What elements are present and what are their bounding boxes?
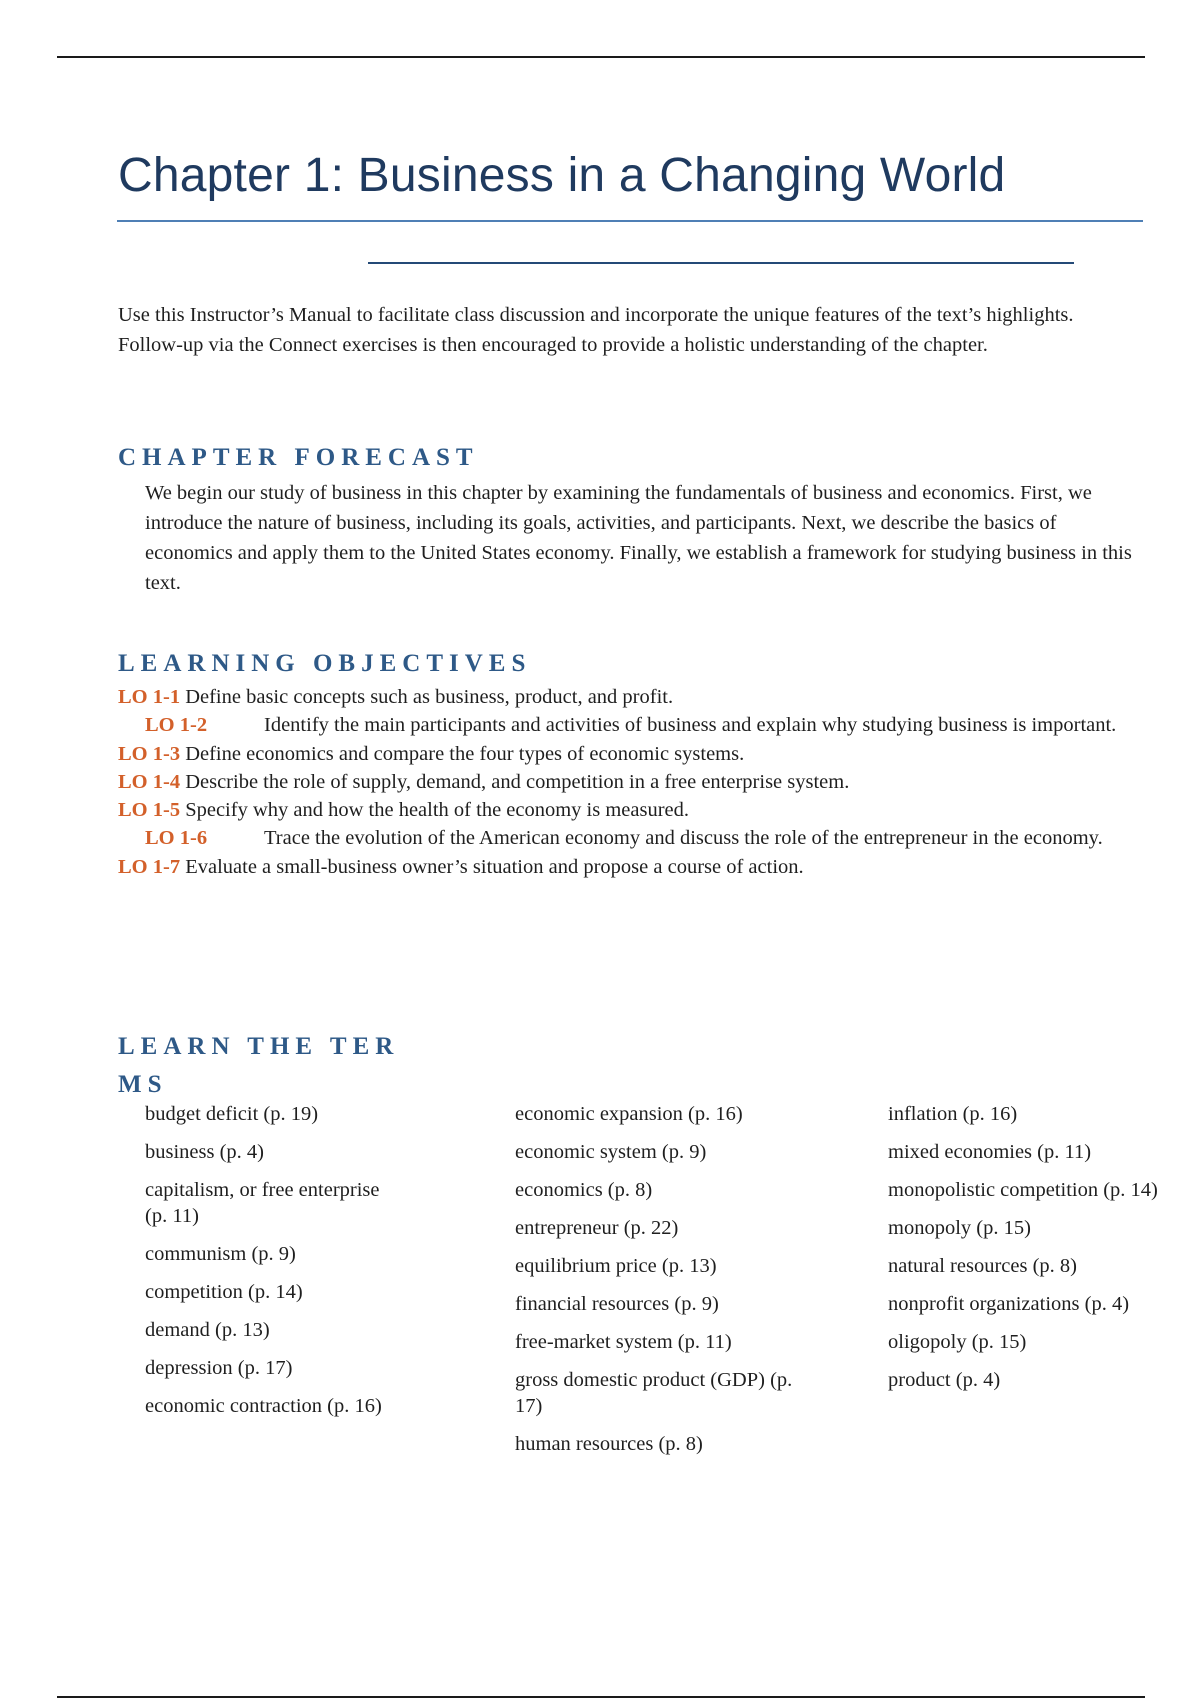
term-item: monopoly (p. 15) (888, 1217, 1031, 1239)
objective-text: Identify the main participants and activities of business and explain why studying business is important. (264, 714, 1117, 736)
term-item: economic expansion (p. 16) (515, 1103, 743, 1125)
term-item: competition (p. 14) (145, 1281, 303, 1303)
term-item: nonprofit organizations (p. 4) (888, 1293, 1130, 1315)
term-item: oligopoly (p. 15) (888, 1331, 1027, 1353)
objective-text: Trace the evolution of the American economy and discuss the role of the entrepreneur in the economy. (264, 827, 1103, 849)
term-item: natural resources (p. 8) (888, 1255, 1077, 1277)
terms-column-2 (515, 1101, 815, 1469)
objective-code: LO 1-1 (118, 686, 181, 708)
term-item: business (p. 4) (145, 1141, 265, 1163)
terms-column-1 (145, 1101, 395, 1431)
top-page-rule (57, 56, 1145, 58)
bottom-page-rule (57, 1696, 1145, 1698)
learning-objectives-heading: LEARNING OBJECTIVES (118, 650, 532, 677)
learning-objective-item (118, 712, 1148, 739)
terms-column-3 (888, 1101, 1158, 1405)
objective-text: Define economics and compare the four types of economic systems. (185, 743, 745, 765)
term-item: demand (p. 13) (145, 1319, 270, 1341)
chapter-title: Chapter 1: Business in a Changing World (118, 149, 1006, 202)
learning-objective-item (118, 769, 1148, 796)
term-item: inflation (p. 16) (888, 1103, 1018, 1125)
term-item: capitalism, or free enterprise (p. 11) (145, 1179, 380, 1227)
term-item: entrepreneur (p. 22) (515, 1217, 679, 1239)
objective-code: LO 1-5 (118, 799, 181, 821)
objective-code: LO 1-4 (118, 771, 181, 793)
objective-text: Describe the role of supply, demand, and competition in a free enterprise system. (185, 771, 850, 793)
chapter-forecast-heading: CHAPTER FORECAST (118, 444, 479, 471)
learning-objectives-list (118, 684, 1148, 882)
objective-code: LO 1-2 (145, 714, 208, 736)
term-item: financial resources (p. 9) (515, 1293, 719, 1315)
term-item: mixed economies (p. 11) (888, 1141, 1092, 1163)
objective-text: Define basic concepts such as business, product, and profit. (185, 686, 674, 708)
term-item: human resources (p. 8) (515, 1433, 703, 1455)
term-item: product (p. 4) (888, 1369, 1001, 1391)
term-item: economic system (p. 9) (515, 1141, 707, 1163)
term-item: depression (p. 17) (145, 1357, 293, 1379)
chapter-forecast-text: We begin our study of business in this chapter by examining the fundamentals of business and economics. First, we introduce the nature of business, including its goals, activities, and participants. Next, we describe the basics of economics and apply them to the United States economy. Finally, we establish a framework for studying business in this text. (145, 482, 1132, 594)
term-item: economics (p. 8) (515, 1179, 653, 1201)
term-item: free-market system (p. 11) (515, 1331, 732, 1353)
objective-text: Specify why and how the health of the economy is measured. (185, 799, 690, 821)
term-item: economic contraction (p. 16) (145, 1395, 382, 1417)
terms-heading-line: LEARN THE TER (118, 1033, 400, 1060)
title-underline (117, 220, 1143, 222)
learning-objective-item (118, 825, 1148, 852)
term-item: equilibrium price (p. 13) (515, 1255, 717, 1277)
objective-text: Evaluate a small-business owner’s situation and propose a course of action. (185, 856, 804, 878)
subtitle-rule (368, 262, 1074, 264)
learning-objective-item (118, 797, 1148, 824)
term-item: gross domestic product (GDP) (p. 17) (515, 1369, 793, 1417)
objective-code: LO 1-6 (145, 827, 208, 849)
objective-code: LO 1-7 (118, 856, 181, 878)
objective-code: LO 1-3 (118, 743, 181, 765)
term-item: monopolistic competition (p. 14) (888, 1179, 1158, 1201)
term-item: communism (p. 9) (145, 1243, 296, 1265)
learning-objective-item (118, 854, 1148, 881)
terms-heading-line: MS (118, 1071, 168, 1098)
learning-objective-item (118, 741, 1148, 768)
learning-objective-item (118, 684, 1148, 711)
intro-paragraph: Use this Instructor’s Manual to facilitate class discussion and incorporate the unique features of the text’s highlights. Follow-up via the Connect exercises is then encouraged to provide a holistic understanding of the chapter. (118, 304, 1074, 356)
term-item: budget deficit (p. 19) (145, 1103, 319, 1125)
learn-the-terms-heading (118, 1028, 399, 1104)
